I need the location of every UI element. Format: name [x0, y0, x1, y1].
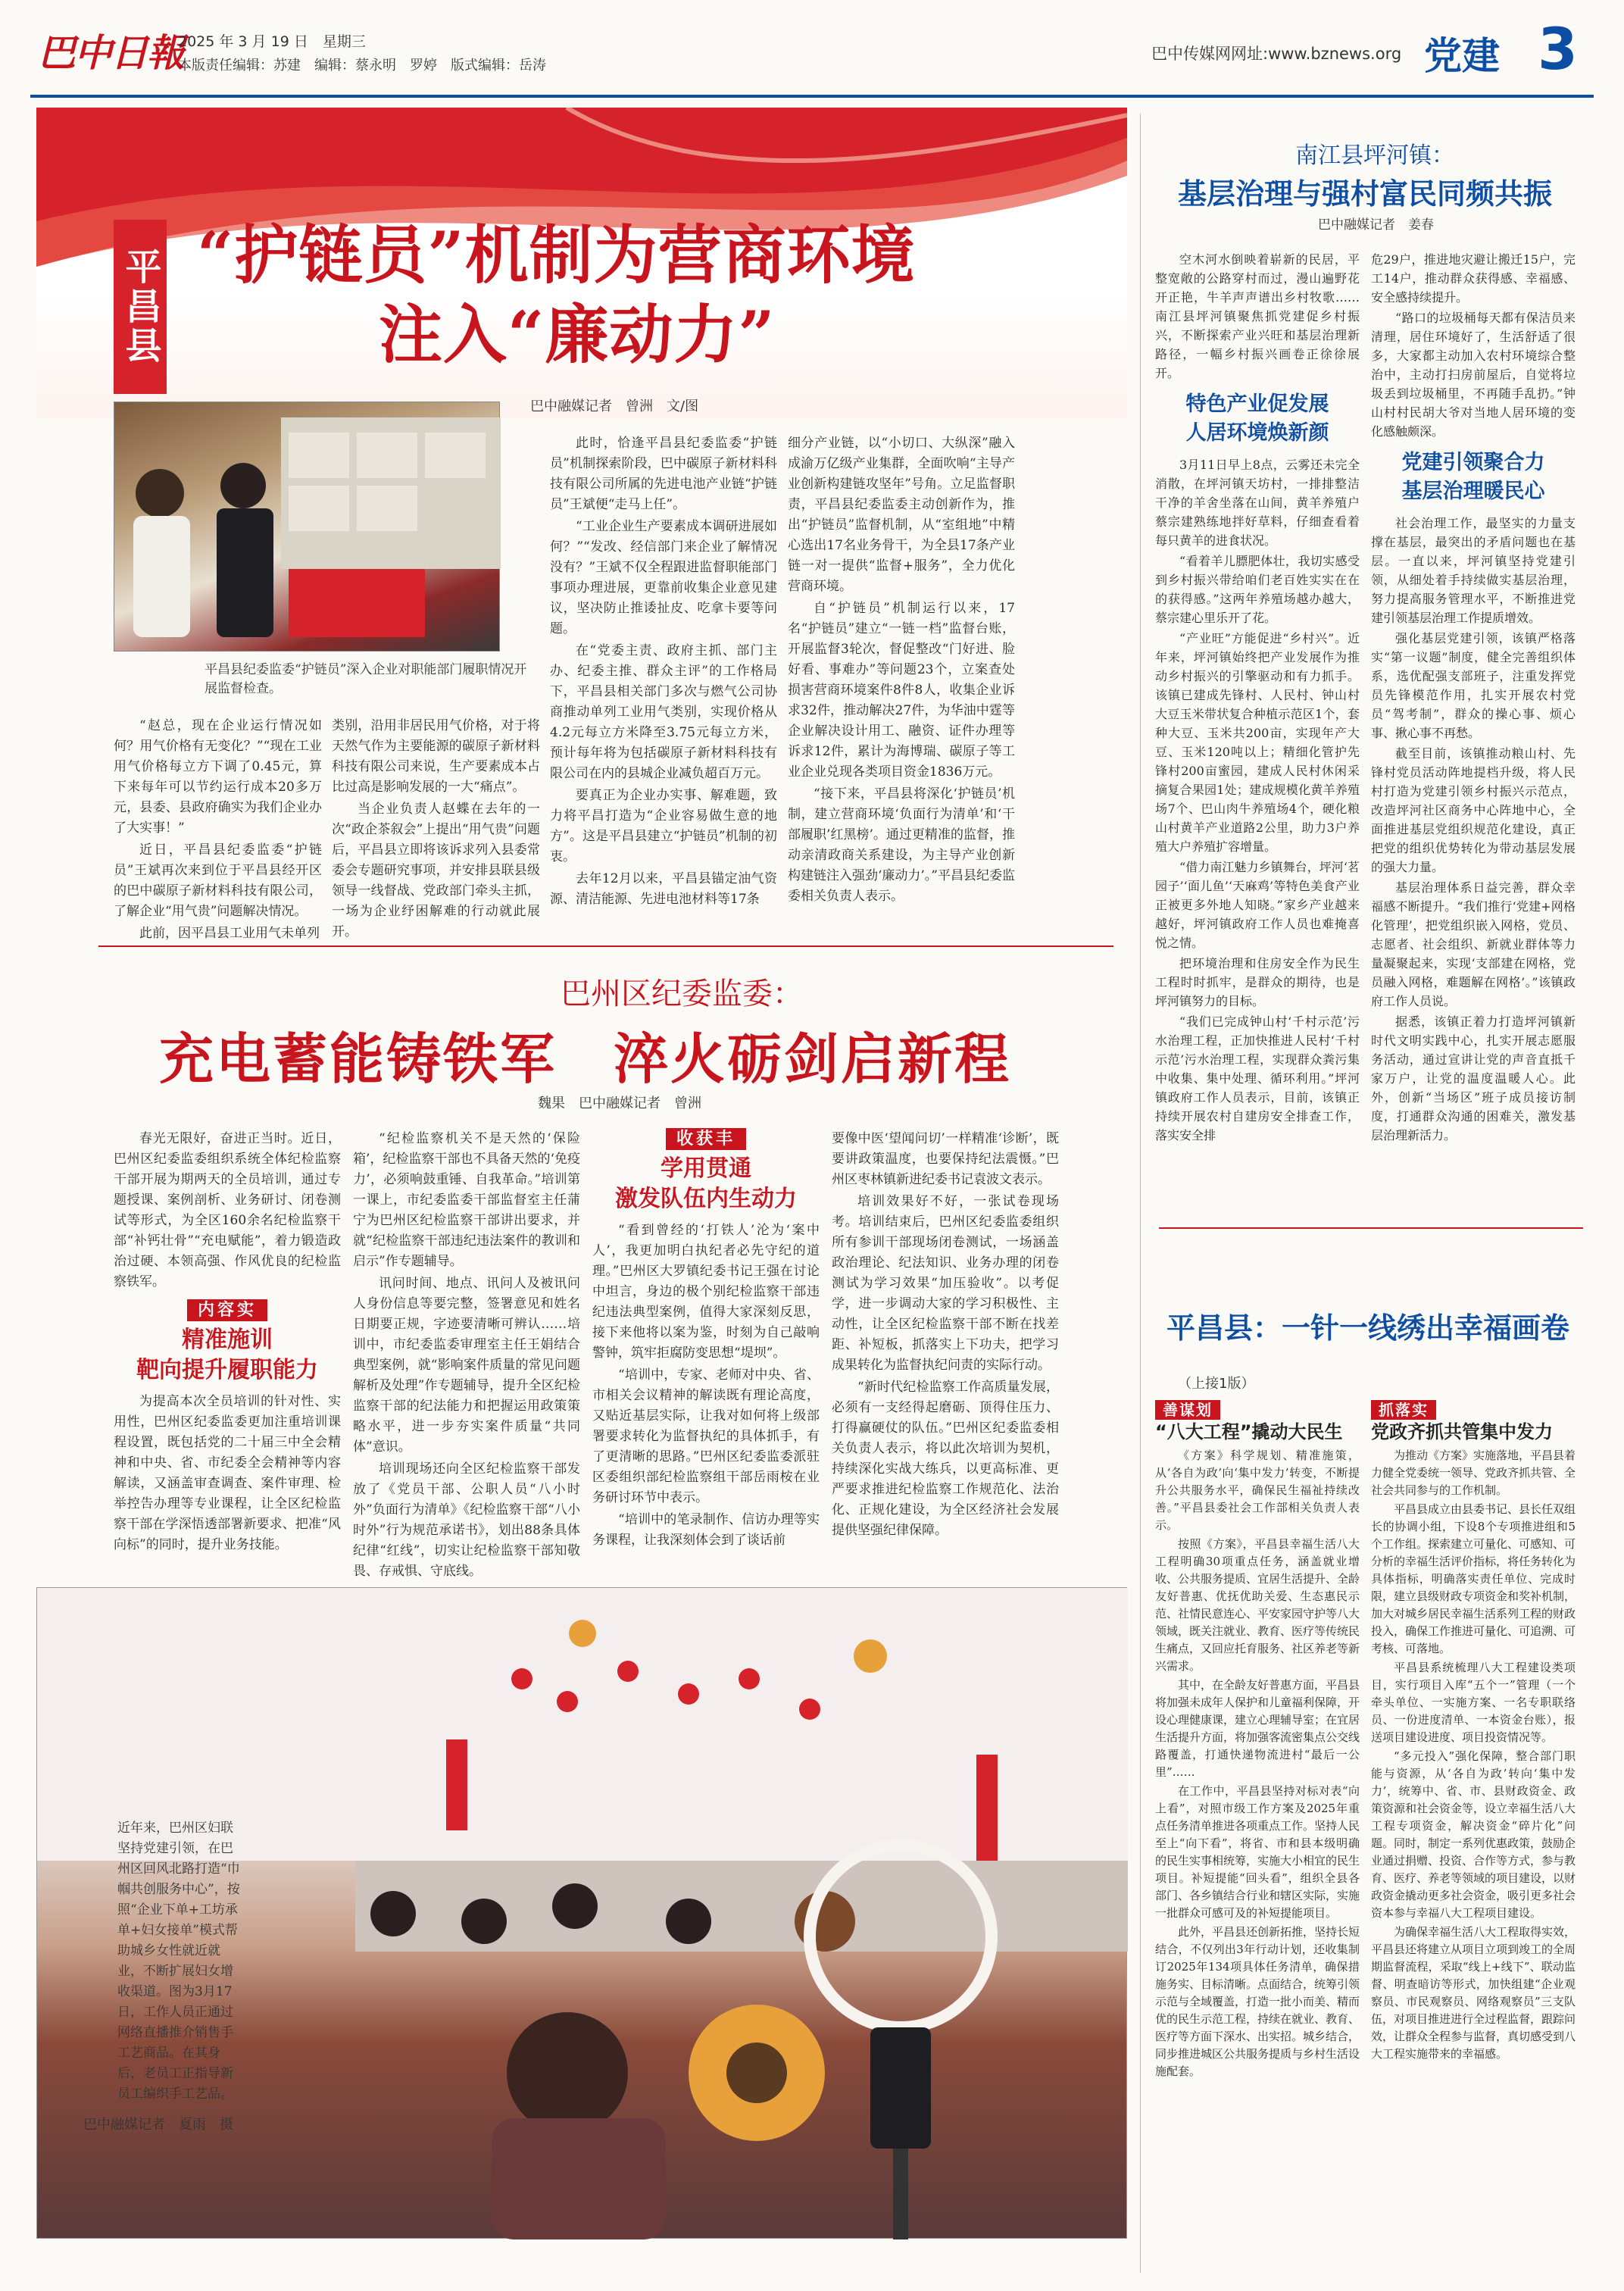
- paragraph: 为确保幸福生活八大工程取得实效，平昌县还将建立从项目立项到竣工的全周期监督流程，采取“线上+线下”、联动监督、明查暗访等形式，加快组建“企业观察员、市民观察员、网络观察员”三支队伍，对项目推进进行全过程监督，跟踪问效，让群众全程参与监督，真切感受到八大工程实施带来的幸福感。: [1371, 1925, 1576, 2061]
- baozhou-kicker: 巴州区纪委监委：: [561, 977, 803, 1011]
- paragraph: 截至目前，该镇推动粮山村、先锋村党员活动阵地提档升级，将人民村打造为党建引领乡村振兴示范点，改造坪河社区商务中心阵地中心，全面推进基层党组织规范化建设，真正把党的组织优势转化为带动基层发展的强大力量。: [1371, 746, 1576, 874]
- paragraph: 平昌县成立由县委书记、县长任双组长的协调小组，下设8个专项推进组和5个工作组。探索建立可量化、可感知、可分析的幸福生活评价指标，将任务转化为具体指标，明确落实责任单位、完成时限，建立县级财政专项资金和奖补机制，加大对城乡居民幸福生活系列工程的财政投入，确保工作推进可量化、可追溯、可考核、可落地。: [1371, 1502, 1576, 1655]
- paragraph: 为提高本次全员培训的针对性、实用性，巴州区纪委监委更加注重培训课程设置，既包括党的二十届三中全会精神和中央、省、市纪委全会精神等内容解读，又涵盖审查调查、案件审理、检举控告办理等专业课程，让全区纪检监察干部在学深悟透部署新要求、把准“风向标”的同时，提升业务技能。: [114, 1394, 341, 1552]
- subhead: 党政齐抓共管集中发力: [1371, 1421, 1553, 1442]
- subhead: 精准施训 靶向提升履职能力: [136, 1327, 318, 1383]
- paragraph: 当企业负责人赵蝶在去年的一次“政企茶叙会”上提出“用气贵”问题后，平昌县立即将该诉求列入县委常委会专题研究事项，并安排县联县级领导一线督战、党政部门牵头主抓，一场为企业纾困解难的行动就此展开。: [332, 802, 540, 939]
- paragraph: “培训中，专家、老师对中央、省、市相关会议精神的解读既有理论高度，又贴近基层实际，让我对如何将上级部署要求转化为监督执纪的具体抓手，有了更清晰的思路。”巴州区纪委监委派驻区委组织部纪检监察组干部岳雨桉在业务研讨环节中表示。: [592, 1367, 820, 1505]
- paragraph: 社会治理工作，最坚实的力量支撑在基层，最突出的矛盾问题也在基层。一直以来，坪河镇坚持党建引领，从细处着手持续做实基层治理，努力提高服务管理水平，不断推进党建引领基层治理工作提质增效。: [1371, 516, 1576, 625]
- paragraph: 自“护链员”机制运行以来，17名“护链员”建立“一链一档”监督台账，开展监督3轮次，督促整改“门好进、脸好看、事难办”等问题23个，立案查处损害营商环境案件8件8人，收集企业诉求32件，推动解决27件，为华油中霆等企业解决设计用工、融资、证件办理等诉求12件，累计为海博瑞、碳原子等工业企业兑现各类项目资金1836万元。: [788, 601, 1015, 780]
- masthead: [0, 0, 1624, 83]
- paragraph: 3月11日早上8点，云雾还未完全消散，在坪河镇天坊村，一排排整洁干净的羊舍坐落在山间，黄羊养殖户蔡宗建熟练地拌好草料，仔细查看着每只黄羊的进食状况。: [1155, 458, 1360, 548]
- pingchang-column-2: [1371, 1402, 1576, 2064]
- paragraph: “看到曾经的‘打铁人’沦为‘案中人’，我更加明白执纪者必先守纪的道理。”巴州区大罗镇纪委书记王强在讨论中坦言，身边的极个别纪检监察干部违纪违法典型案例，值得大家深刻反思，接下来他将以案为鉴，时刻为自己敲响警钟，筑牢拒腐防变思想“堤坝”。: [592, 1223, 820, 1361]
- tag-label: 善谋划: [1155, 1400, 1220, 1420]
- section-divider: [98, 945, 1113, 947]
- inspection-photo-illustration: [114, 402, 501, 652]
- paragraph: “产业旺”方能促进“乡村兴”。近年来，坪河镇始终把产业发展作为推动乡村振兴的引擎驱动和有力抓手。该镇已建成先锋村、人民村、钟山村大豆玉米带状复合种植示范区1个，套种大豆、玉米共200亩，实现年产大豆、玉米120吨以上；精细化管护先锋村200亩蜜园，建成人民村休闲采摘复合果园1处；建成规模化黄羊养殖场7个、巴山肉牛养殖场4个，硬化粮山村黄羊产业道路2公里，助力3户养殖大户养殖扩容增量。: [1155, 631, 1360, 854]
- newspaper-logo: 巴中日報: [38, 30, 183, 75]
- section-divider: [1159, 1227, 1583, 1229]
- paragraph: 讯问时间、地点、讯问人及被讯问人身份信息等要完整，签署意见和姓名日期要正规，字迹要清晰可辨认……培训中，市纪委监委审理室主任王娟结合典型案例，就“影响案件质量的常见问题解析及处理”作专题辅导，提升全区纪检监察干部的纪法能力和把握运用政策策略水平，进一步夯实案件质量“共同体”意识。: [353, 1276, 580, 1455]
- lead-headline-line2: 注入“廉动力”: [379, 297, 776, 372]
- baozhou-column-3: [592, 1129, 820, 1552]
- paragraph: 培训现场还向全区纪检监察干部发放了《党员干部、公职人员“八小时外”负面行为清单》《纪检监察干部“八小时外”行为规范承诺书》，划出88条具体纪律“红线”，切实让纪检监察干部知敬畏、存戒惧、守底线。: [353, 1461, 580, 1579]
- nanjiang-byline: 巴中融媒记者 姜春: [1318, 217, 1434, 233]
- paragraph: 此时，恰逢平昌县纪委监委“护链员”机制探索阶段，巴中碳原子新材料科技有限公司所属的先进电池产业链“护链员”王斌便“走马上任”。: [550, 436, 777, 512]
- lead-column-3: [550, 433, 777, 911]
- baozhou-byline: 魏果 巴中融媒记者 曾洲: [538, 1095, 701, 1111]
- paragraph: 近日，平昌县纪委监委“护链员”王斌再次来到位于平昌县经开区的巴中碳原子新材料科技有限公司，了解企业“用气贵”问题解决情况。: [114, 842, 322, 919]
- paragraph: 危29户，推进地灾避让搬迁15户，完工14户，推动群众获得感、幸福感、安全感持续提升。: [1371, 252, 1576, 305]
- paragraph: 此前，因平昌县工业用气未单列: [139, 926, 320, 941]
- baozhou-column-1: [114, 1129, 341, 1557]
- paragraph: “接下来，平昌县将深化‘护链员’机制，建立营商环境‘负面行为清单’和‘干部履职’红黑榜’。通过更精准的监督，推动亲清政商关系建设，为主导产业创新构建链注入强劲‘廉动力’。”平昌县纪委监委相关负责人表示。: [788, 786, 1015, 904]
- lead-photo-caption: 平昌县纪委监委“护链员”深入企业对职能部门履职情况开展监督检查。: [205, 662, 527, 696]
- paragraph: 强化基层党建引领，该镇严格落实“第一议题”制度，健全完善组织体系，选优配强支部班子，注重发挥党员先锋模范作用，扎实开展农村党员“驾考制”，群众的操心事、烦心事、揪心事不再愁。: [1371, 631, 1576, 740]
- nanjiang-column-1: [1155, 250, 1360, 1146]
- lead-column-1: [114, 716, 322, 945]
- paragraph: “看着羊儿膘肥体壮，我切实感受到乡村振兴带给咱们老百姓实实在在的获得感。”这两年养殖场越办越大，蔡宗建心里乐开了花。: [1155, 554, 1360, 625]
- nanjiang-headline: 基层治理与强村富民同频共振: [1178, 177, 1553, 211]
- column-divider: [1140, 114, 1141, 2273]
- lead-column-4: [788, 433, 1015, 908]
- editors-line: 本版责任编辑：苏建 编辑：蔡永明 罗婷 版式编辑：岳涛: [178, 58, 546, 73]
- paragraph: 按照《方案》，平昌县幸福生活八大工程明确30项重点任务，涵盖就业增收、公共服务提质、宜居生活提升、全龄友好普惠、优抚优助关爱、生态惠民示范、社情民意连心、平安家园守护等八大领域，既关注就业、教育、医疗等传统民生痛点，又回应托育服务、社区养老等新兴需求。: [1155, 1537, 1360, 1673]
- nanjiang-kicker: 南江县坪河镇：: [1295, 142, 1454, 169]
- paragraph: 空木河水倒映着崭新的民居，平整宽敞的公路穿村而过，漫山遍野花开正艳，牛羊声声谱出乡村牧歌……南江县坪河镇聚焦抓党建促乡村振兴，不断探索产业兴旺和基层治理新路径，一幅乡村振兴画卷正徐徐展开。: [1155, 252, 1360, 380]
- paragraph: “纪检监察机关不是天然的‘保险箱’，纪检监察干部也不具备天然的‘免疫力’，必须响鼓重锤、自我革命。”培训第一课上，市纪委监委干部监督室主任蒲宁为巴州区纪检监察干部讲出要求，并就“纪检监察干部违纪违法案件的教训和启示”作专题辅导。: [353, 1131, 580, 1269]
- paragraph: 基层治理体系日益完善，群众幸福感不断提升。“我们推行‘党建+网格化管理’，把党组织嵌入网格，党员、志愿者、社会组织、新就业群体等力量凝聚起来，实现‘支部建在网格，党员融入网格，难题解在网格’。”该镇政府工作人员说。: [1371, 880, 1576, 1008]
- paragraph: 其中，在全龄友好普惠方面，平昌县将加强未成年人保护和儿童福利保障，开设心理健康课，建立心理辅导室；在宜居生活提升方面，将加强客流密集点公交线路覆盖，打通快递物流进村“最后一公里”……: [1155, 1678, 1360, 1779]
- paragraph: 据悉，该镇正着力打造坪河镇新时代文明实践中心，扎实开展志愿服务活动，通过宣讲让党的声音直抵千家万户，让党的温度温暖人心。此外，创新“当场区”班子成员接访制度，打通群众沟通的困难关，激发基层治理新活力。: [1371, 1014, 1576, 1142]
- paragraph: 平昌县系统梳理八大工程建设类项目，实行项目入库“五个一”管理（一个牵头单位、一实施方案、一名专职联络员、一份进度清单、一本资金台账），报送项目建设进度、项目投资情况等。: [1371, 1661, 1576, 1744]
- tag-label: 收获丰: [666, 1128, 746, 1150]
- masthead-rule: [30, 95, 1594, 98]
- paragraph: “路口的垃圾桶每天都有保洁员来清理，居住环境好了，生活舒适了很多，大家都主动加入农村环境综合整治中，主动打扫房前屋后，自觉将垃圾丢到垃圾桶里，不再随手乱扔。”钟山村村民胡大爷对当地人居环境的变化感触颇深。: [1371, 311, 1576, 439]
- issue-date: 2025 年 3 月 19 日 星期三: [178, 33, 366, 50]
- section-name: 党建: [1424, 34, 1500, 78]
- nanjiang-column-2: [1371, 250, 1576, 1146]
- paragraph: “多元投入”强化保障，整合部门职能与资源，从‘各自为政’转向‘集中发力’，统筹中、省、市、县财政资金、政策资源和社会资金等，设立幸福生活八大工程专项资金，解决资金“碎片化”问题。同时，制定一系列优惠政策，鼓励企业通过捐赠、投资、合作等方式，参与教育、医疗、养老等领域的项目建设，以财政资金撬动更多社会资金，吸引更多社会资本参与幸福八大工程项目建设。: [1371, 1749, 1576, 1920]
- paragraph: “我们已完成钟山村‘千村示范’污水治理工程，正加快推进人民村‘千村示范’污水治理工程，实现群众粪污集中收集、集中处理、循环利用。”坪河镇政府工作人员表示，目前，该镇正持续开展农村自建房安全排查工作，落实安全排: [1155, 1014, 1360, 1142]
- pingchang-column-1: [1155, 1402, 1360, 2082]
- pingchang-headline: 平昌县：一针一线绣出幸福画卷: [1166, 1311, 1570, 1345]
- subhead: 党建引领聚合力 基层治理暖民心: [1401, 451, 1545, 503]
- paragraph: 培训效果好不好，一张试卷现场考。培训结束后，巴州区纪委监委组织所有参训干部现场闭卷测试，一场涵盖政治理论、纪法知识、业务办理的闭卷测试为学习效果“加压验收”。以考促学，进一步调动大家的学习积极性、主动性，让全区纪检监察干部不断在找差距、补短板，抓落实上下功夫，把学习成果转化为监督执纪问责的实际行动。: [832, 1194, 1059, 1373]
- paragraph: 在“党委主责、政府主抓、部门主办、纪委主推、群众主评”的工作格局下，平昌县相关部门多次与燃气公司协商推动单列工业用气类别，实现价格从4.2元每立方米降至3.75元每立方米，预计每年将为包括碳原子新材料科技有限公司在内的县城企业减负超百万元。: [550, 643, 777, 781]
- paragraph: 此外，平昌县还创新拓推，坚持长短结合，不仅列出3年行动计划，还收集制订2025年134项具体任务清单，确保措施务实、目标清晰。点面结合，统筹引领示范与全域覆盖，打造一批小而美、精而优的民生示范工程，持续在就业、教育、医疗等方面下深水、出实招。城乡结合，同步推进城区公共服务提质与乡村生活设施配套。: [1155, 1925, 1360, 2078]
- continued-label: （上接1版）: [1178, 1376, 1255, 1392]
- paragraph: “赵总，现在企业运行情况如何？用气价格有无变化？”“现在工业用气价格每立方下调了0.45元，算下来每年可以节约运行成本20多万元，县委、县政府确实为我们企业办了大实事！”: [114, 718, 322, 836]
- lead-column-2: [332, 716, 540, 944]
- paragraph: 要真正为企业办实事、解难题，致力将平昌打造为“企业容易做生意的地方”。这是平昌县建立“护链员”机制的初衷。: [550, 788, 777, 864]
- county-tag: 平昌县: [114, 220, 167, 394]
- tag-label: 抓落实: [1371, 1400, 1436, 1420]
- paragraph: “工业企业生产要素成本调研进展如何？”“发改、经信部门来企业了解情况没有？”王斌不仅全程跟进监督职能部门事项办理进展，更靠前收集企业意见建议，坚决防止推诿扯皮、吃拿卡要等问题。: [550, 519, 777, 636]
- lead-byline: 巴中融媒记者 曾洲 文/图: [530, 399, 699, 414]
- paragraph: 春光无限好，奋进正当时。近日，巴州区纪委监委组织系统全体纪检监察干部开展为期两天的全员培训，通过专题授课、案例剖析、业务研讨、闭卷测试等形式，为全区160余名纪检监察干部“补钙壮骨”“充电赋能”，着力锻造政治过硬、本领高强、作风优良的纪检监察铁军。: [114, 1131, 341, 1289]
- paragraph: 要像中医‘望闻问切’一样精准‘诊断’，既要讲政策温度，也要保持纪法震慑。”巴州区枣林镇新进纪委书记袁波文表示。: [832, 1131, 1059, 1187]
- paragraph: 《方案》科学规划、精准施策，从‘各自为政’向‘集中发力’转变，不断提升公共服务水平，确保民生福祉持续改善。”平昌县委社会工作部相关负责人表示。: [1155, 1449, 1360, 1532]
- page-number: 3: [1538, 15, 1578, 83]
- paragraph: 为推动《方案》实施落地，平昌县着力健全党委统一领导、党政齐抓共管、全社会共同参与的工作机制。: [1371, 1449, 1576, 1497]
- tag-label: 内容实: [187, 1299, 267, 1321]
- paragraph: 在工作中，平昌县坚持对标对表“向上看”，对照市级工作方案及2025年重点任务清单推进各项重点工作。坚持人民至上“向下看”，将省、市和县本级明确的民生实事相统筹，实施大小相宜的民生项目。补短提能“回头看”，组织全县各部门、各乡镇结合行业和辖区实际，实施一批群众可感可及的补短提能项目。: [1155, 1784, 1360, 1920]
- subhead: 学用贯通 激发队伍内生动力: [615, 1155, 797, 1212]
- paragraph: “借力南江魅力乡镇舞台，坪河‘茗园子’‘面儿鱼’‘天麻鸡’等特色美食产业正被更多外地人知晓。”家乡产业越来越好，坪河镇政府工作人员也难掩喜悦之情。: [1155, 860, 1360, 950]
- paragraph: “培训中的笔录制作、信访办理等实务课程，让我深刻体会到了谈话前: [592, 1512, 820, 1548]
- paragraph: 把环境治理和住房安全作为民生工程时时抓牢，是群众的期待，也是坪河镇努力的目标。: [1155, 956, 1360, 1008]
- paragraph: 细分产业链，以“小切口、大纵深”融入成渝万亿级产业集群，全面吹响“主导产业创新构建链攻坚年”号角。立足监督职责，平昌县纪委监委主动创新作为，推出“护链员”监督机制，从“室组地”中精心选出17名业务骨干，为全县17条产业链一对一提供“监督+服务”，全力优化营商环境。: [788, 436, 1015, 594]
- baozhou-headline: 充电蓄能铸铁军 淬火砺剑启新程: [159, 1027, 1012, 1091]
- photo-credit: 巴中融媒记者 夏雨 摄: [83, 2117, 233, 2133]
- paragraph: 去年12月以来，平昌县锚定油气资源、清洁能源、先进电池材料等17条: [550, 871, 777, 907]
- lead-photo: [114, 402, 500, 652]
- handicraft-photo-caption: 近年来，巴州区妇联坚持党建引领，在巴州区回风北路打造“巾帼共创服务中心”，按照“企业下单+工坊承单+妇女接单”模式帮助城乡女性就近就业，不断扩展妇女增收渠道。图为3月17日，工作人员正通过网络直播推介销售手工艺商品。在其身后，老员工正指导新员工编织手工艺品。: [117, 1821, 240, 2102]
- lead-headline-line1: “护链员”机制为营商环境: [197, 217, 916, 292]
- baozhou-column-2: [353, 1129, 580, 1583]
- site-url[interactable]: 巴中传媒网网址:www.bznews.org: [1151, 45, 1402, 63]
- subhead: “八大工程”撬动大民生: [1155, 1421, 1343, 1442]
- paragraph: 类别，沿用非居民用气价格，对于将天然气作为主要能源的碳原子新材料科技有限公司来说，生产要素成本占比过高是影响发展的一大“痛点”。: [332, 718, 540, 795]
- baozhou-column-4: [832, 1129, 1059, 1542]
- paragraph: “新时代纪检监察工作高质量发展，必须有一支经得起磨砺、顶得住压力、打得赢硬仗的队伍。”巴州区纪委监委相关负责人表示，将以此次培训为契机，持续深化实战大练兵，以更高标准、更严要求推进纪检监察工作规范化、法治化、正规化建设，为全区经济社会发展提供坚强纪律保障。: [832, 1380, 1059, 1538]
- subhead: 特色产业促发展 人居环境焕新颜: [1185, 392, 1329, 445]
